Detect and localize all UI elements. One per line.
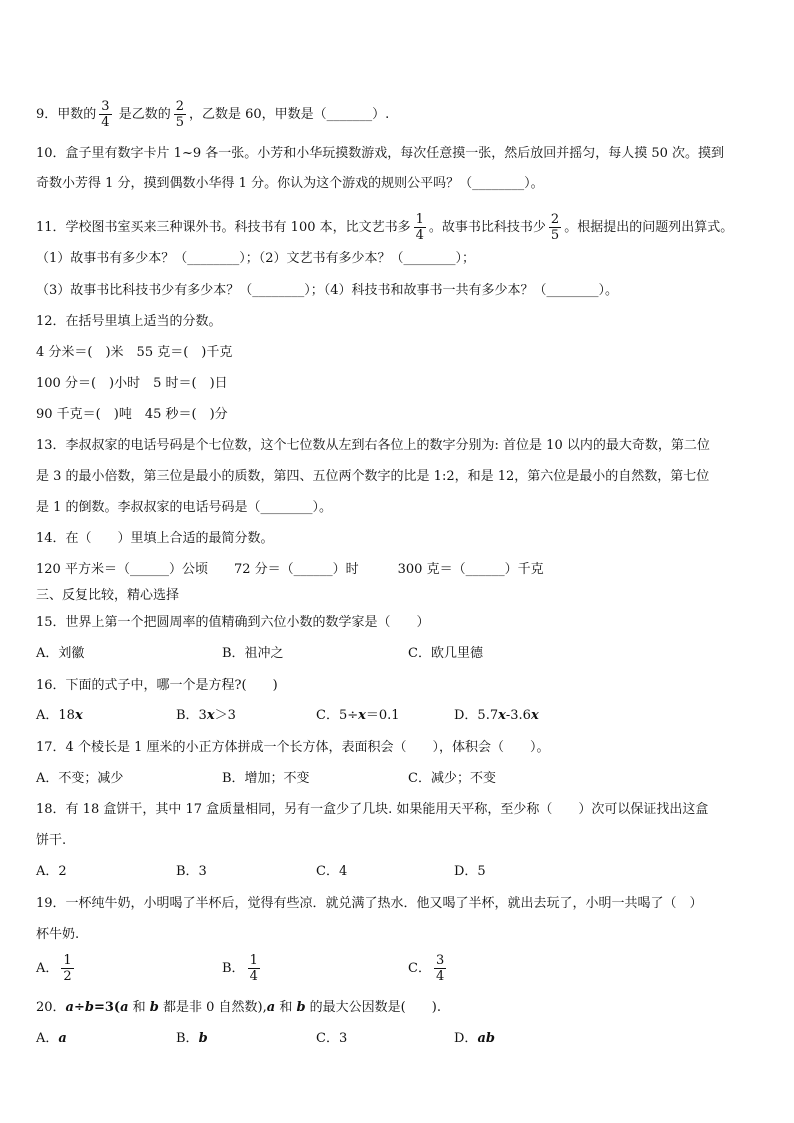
fraction: $\frac{1}{4}$ [415, 212, 424, 243]
fraction: $\frac{2}{5}$ [550, 212, 560, 243]
option-a: A．18x [36, 708, 83, 723]
question-12-title: 12．在括号里填上适当的分数。 [36, 314, 222, 329]
question-14-row1: 120 平方米＝（______）公顷 72 分＝（______）时 300 克＝（______）千克 [36, 562, 544, 577]
question-10-line1: 10．盒子里有数字卡片 1~9 各一张。小芳和小华玩摸数游戏，每次任意摸一张，然后放回并摇匀，每人摸 50 次。摸到 [36, 146, 725, 161]
option-a: A．不变；减少 [36, 771, 124, 786]
question-12-row3: 90 千克＝( )吨 45 秒＝( )分 [36, 407, 228, 422]
question-9 [36, 99, 389, 130]
option-b: B．b [176, 1031, 208, 1046]
fraction: $\frac{1}{4}$ [249, 953, 258, 984]
q9-text-c: ，乙数是 60，甲数是（_______）. [188, 107, 390, 122]
question-11-sub2: （3）故事书比科技书少有多少本？（________）；（4）科技书和故事书一共有多少本？（________）。 [36, 283, 619, 298]
q11-text-a: 11．学校图书室买来三种课外书。科技书有 100 本，比文艺书多 [36, 220, 411, 235]
option-c: C． $\frac{3}{4}$ [408, 953, 445, 984]
option-d: D．5 [454, 864, 486, 879]
question-10-line2: 奇数小芳得 1 分，摸到偶数小华得 1 分。你认为这个游戏的规则公平吗？（________）。 [36, 176, 544, 191]
question-14-title: 14．在（ ）里填上合适的最简分数。 [36, 531, 274, 546]
question-20-stem: 20．a÷b=3(a 和 b 都是非 0 自然数),a 和 b 的最大公因数是( ). [36, 1000, 441, 1015]
option-a: A．a [36, 1031, 67, 1046]
question-18-line1: 18．有 18 盒饼干，其中 17 盒质量相同，另有一盒少了几块. 如果能用天平称，至少称（ ）次可以保证找出这盒 [36, 802, 709, 817]
q11-text-b: 。故事书比科技书少 [428, 220, 546, 235]
option-a: A． $\frac{1}{2}$ [36, 953, 72, 984]
fraction: $\frac{2}{5}$ [175, 99, 184, 130]
option-c: C．5÷x＝0.1 [316, 708, 400, 723]
question-11-sub1: （1）故事书有多少本？（________）；（2）文艺书有多少本？（________）； [36, 251, 476, 266]
fraction: $\frac{3}{4}$ [435, 953, 445, 984]
option-c: C．3 [316, 1031, 348, 1046]
question-19-line2: 杯牛奶. [36, 927, 80, 942]
option-b: B．3 [176, 864, 207, 879]
option-a: A．刘徽 [36, 646, 85, 661]
option-b: B．3x＞3 [176, 708, 236, 723]
option-b: B．增加；不变 [222, 771, 310, 786]
q9-text-a: 9．甲数的 [36, 107, 97, 122]
option-b: B．祖冲之 [222, 646, 284, 661]
question-12-row2: 100 分＝( )小时 5 时＝( )日 [36, 376, 228, 391]
question-17-stem: 17．4 个棱长是 1 厘米的小正方体拼成一个长方体，表面积会（ ），体积会（ ）。 [36, 740, 550, 755]
option-b: B． $\frac{1}{4}$ [222, 953, 258, 984]
option-c: C．减少；不变 [408, 771, 496, 786]
question-11 [36, 212, 733, 243]
option-c: C．欧几里德 [408, 646, 483, 661]
option-c: C．4 [316, 864, 348, 879]
question-18-line2: 饼干. [36, 833, 67, 848]
option-d: D．ab [454, 1031, 495, 1046]
option-a: A．2 [36, 864, 67, 879]
q11-text-c: 。根据提出的问题列出算式。 [564, 220, 734, 235]
fraction: $\frac{3}{4}$ [101, 99, 110, 130]
option-d: D．5.7x-3.6x [454, 708, 539, 723]
q9-text-b: 是乙数的 [114, 107, 171, 122]
section-heading: 三、反复比较，精心选择 [36, 588, 180, 603]
question-12-row1: 4 分米＝( )米 55 克＝( )千克 [36, 345, 233, 360]
question-15-stem: 15．世界上第一个把圆周率的值精确到六位小数的数学家是（ ） [36, 615, 430, 630]
question-13-line2: 是 3 的最小倍数，第三位是最小的质数，第四、五位两个数字的比是 1:2，和是 12，第六位是最小的自然数，第七位 [36, 469, 710, 484]
fraction: $\frac{1}{2}$ [63, 953, 72, 984]
question-16-stem: 16．下面的式子中，哪一个是方程?( ) [36, 678, 278, 693]
question-19-line1: 19．一杯纯牛奶，小明喝了半杯后，觉得有些凉．就兑满了热水．他又喝了半杯，就出去玩了，小明一共喝了（ ） [36, 896, 703, 911]
question-13-line1: 13．李叔叔家的电话号码是个七位数，这个七位数从左到右各位上的数字分别为: 首位是 10 以内的最大奇数，第二位 [36, 438, 710, 453]
question-13-line3: 是 1 的倒数。李叔叔家的电话号码是（________）。 [36, 500, 333, 515]
